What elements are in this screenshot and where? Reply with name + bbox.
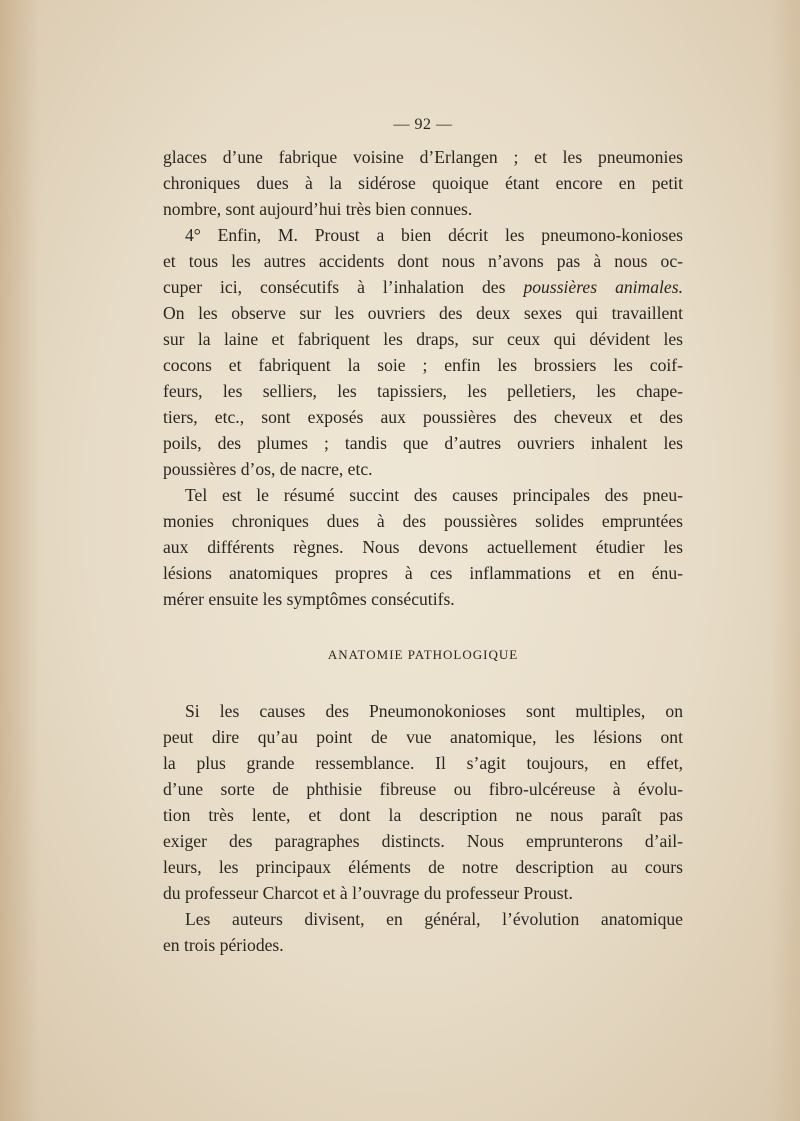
text-line: On les observe sur les ouvriers des deux sexes qui travaillent: [163, 303, 683, 323]
text-line: Si les causes des Pneumonokonioses sont multiples, on: [185, 701, 683, 721]
text-line: tiers, etc., sont exposés aux poussières des cheveux et des: [163, 407, 683, 427]
paragraph-2: [163, 222, 683, 482]
page-edge-right: [770, 0, 800, 1121]
text-line: en trois périodes.: [163, 935, 284, 955]
spacer: [163, 668, 683, 698]
text-line: lésions anatomiques propres à ces inflammations et en énu-: [163, 563, 683, 583]
paragraph-3: [163, 482, 683, 612]
text-line: feurs, les selliers, les tapissiers, les pelletiers, les chape-: [163, 381, 683, 401]
text-line: glaces d’une fabrique voisine d’Erlangen ; et les pneumonies: [163, 147, 683, 167]
text-line: Les auteurs divisent, en général, l’évolution anatomique: [185, 909, 683, 929]
paragraph-4: [163, 698, 683, 906]
text-line: cocons et fabriquent la soie ; enfin les brossiers les coif-: [163, 355, 683, 375]
page-edge-left: [0, 0, 40, 1121]
text-line: la plus grande ressemblance. Il s’agit toujours, en effet,: [163, 753, 683, 773]
text-line: poussières d’os, de nacre, etc.: [163, 459, 373, 479]
spacer: [163, 612, 683, 642]
text-line: 4° Enfin, M. Proust a bien décrit les pneumono-konioses: [185, 225, 683, 245]
page-number: — 92 —: [393, 116, 453, 133]
paragraph-1: [163, 144, 683, 222]
text-line: monies chroniques dues à des poussières solides empruntées: [163, 511, 683, 531]
text-line: aux différents règnes. Nous devons actuellement étudier les: [163, 537, 683, 557]
text-line: [163, 274, 683, 300]
paragraph-5: [163, 906, 683, 958]
text-line: et tous les autres accidents dont nous n’avons pas à nous oc-: [163, 251, 683, 271]
text-line: peut dire qu’au point de vue anatomique, les lésions ont: [163, 727, 683, 747]
text-line: poils, des plumes ; tandis que d’autres ouvriers inhalent les: [163, 433, 683, 453]
emphasis-text: poussières animales.: [523, 277, 683, 297]
text-line: sur la laine et fabriquent les draps, sur ceux qui dévident les: [163, 329, 683, 349]
text-line: Tel est le résumé succint des causes principales des pneu-: [185, 485, 683, 505]
text-line: d’une sorte de phthisie fibreuse ou fibro-ulcéreuse à évolu-: [163, 779, 683, 799]
text-line: exiger des paragraphes distincts. Nous emprunterons d’ail-: [163, 831, 683, 851]
text-line: leurs, les principaux éléments de notre description au cours: [163, 857, 683, 877]
text-line: mérer ensuite les symptômes consécutifs.: [163, 589, 455, 609]
text-line: chroniques dues à la sidérose quoique étant encore en petit: [163, 173, 683, 193]
page-text: [163, 116, 683, 958]
text-span: cuper ici, consécutifs à l’inhalation des: [163, 277, 506, 297]
text-line: tion très lente, et dont la description ne nous paraît pas: [163, 805, 683, 825]
section-heading: ANATOMIE PATHOLOGIQUE: [327, 647, 519, 662]
text-line: nombre, sont aujourd’hui très bien connues.: [163, 199, 473, 219]
text-line: du professeur Charcot et à l’ouvrage du professeur Proust.: [163, 883, 573, 903]
